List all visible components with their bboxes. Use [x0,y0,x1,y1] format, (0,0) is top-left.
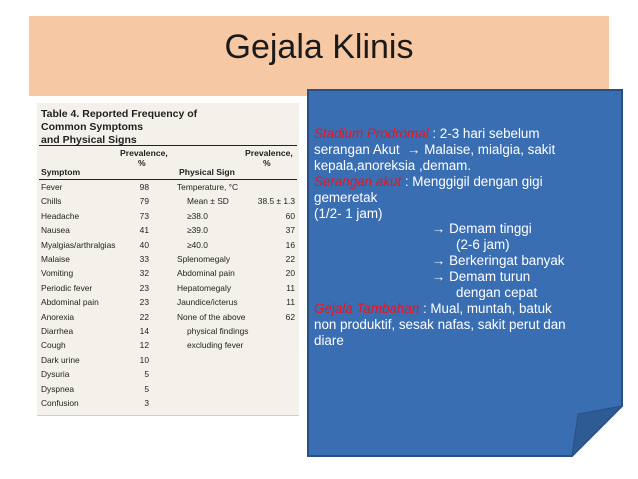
symptom-prevalence: 22 [139,311,149,322]
sign-name: Abdominal pain [177,268,235,279]
symptom-prevalence: 23 [139,297,149,308]
sign-prevalence: 38.5 ± 1.3 [257,196,295,207]
symptom-name: Periodic fever [41,282,93,293]
symptom-name: Vomiting [41,268,74,279]
tambahan-text-1: : Mual, muntah, batuk [422,300,552,316]
dengan-cepat-text: dengan cepat [456,285,538,301]
symptom-prevalence: 5 [144,383,149,394]
symptom-prevalence: 79 [139,196,149,207]
symptom-name: Abdominal pain [41,297,99,308]
symptom-name: Myalgias/arthralgias [41,239,116,250]
berkeringat-text: Berkeringat banyak [449,253,565,269]
akut-text-2: gemeretak [314,189,378,205]
header-prevalence-2: Prevalence, [245,148,293,158]
header-pct-2: % [263,158,271,168]
sign-name: ≥39.0 [187,225,208,236]
prodromal-text-3: Malaise, mialgia, sakit [424,141,556,157]
symptom-prevalence: 23 [139,282,149,293]
prodromal-text-1: : 2-3 hari sebelum [432,126,540,141]
prodromal-text-2: serangan Akut [314,141,400,157]
line-akut-1 [314,174,620,190]
prodromal-label: Stadium Prodromal [314,126,429,141]
line-tambahan-1 [314,301,620,317]
akut-label: Serangan akut [314,173,402,189]
symptoms-table-image [37,103,299,416]
symptom-prevalence: 73 [139,210,149,221]
arrow-right-icon: → [432,253,446,269]
header-physical-sign: Physical Sign [179,167,235,177]
tambahan-text-2: non produktif, sesak nafas, sakit perut dan [314,316,566,332]
symptom-name: Dark urine [41,354,80,365]
symptom-prevalence: 98 [139,182,149,192]
line-prodromal-2 [314,142,620,158]
symptom-prevalence: 40 [139,239,149,250]
line-berkeringat [314,253,620,269]
sign-name: physical findings [187,326,249,336]
symptom-prevalence: 32 [139,268,149,279]
symptom-prevalence: 12 [139,340,149,351]
sign-name: Splenomegaly [177,254,231,264]
sign-name: ≥38.0 [187,210,208,221]
sign-name: None of the above [177,311,246,322]
table-caption [41,108,241,147]
demam-turun-text: Demam turun [449,269,531,285]
sign-name: excluding fever [187,340,244,351]
symptom-name: Headache [41,210,80,221]
sign-name: ≥40.0 [187,239,208,250]
sign-name: Jaundice/icterus [177,297,238,308]
header-symptom: Symptom [41,167,81,177]
sign-prevalence: 22 [285,254,295,264]
symptom-prevalence: 41 [139,225,149,236]
tambahan-text-3: diare [314,332,344,348]
table-header-rule [39,179,297,180]
sign-name: Temperature, °C [177,182,239,192]
symptom-prevalence: 3 [144,398,149,408]
slide-title: Gejala Klinis [224,28,414,66]
symptom-name: Anorexia [41,311,75,322]
table-top-rule [39,145,297,146]
header-pct-1: % [138,158,146,168]
symptom-name: Nausea [41,225,70,236]
demam-tinggi-text: Demam tinggi [449,221,532,237]
callout-text [314,126,620,349]
arrow-right-icon: → [407,141,421,157]
symptom-name: Diarrhea [41,326,74,336]
sign-prevalence: 11 [286,282,295,293]
symptom-name: Cough [41,340,66,351]
header-prevalence-1: Prevalence, [120,148,168,158]
caption-line-2: and Physical Signs [41,134,137,146]
sign-prevalence: 20 [285,268,295,279]
sign-prevalence: 11 [286,297,295,308]
line-prodromal-1 [314,126,620,142]
symptom-name: Confusion [41,398,79,408]
sign-name: Hepatomegaly [177,282,232,293]
arrow-right-icon: → [432,269,446,285]
line-demam-tinggi [314,221,620,237]
symptom-name: Dyspnea [41,383,75,394]
symptom-prevalence: 10 [139,354,149,365]
sign-name: Mean ± SD [187,196,229,207]
akut-text-1: : Menggigil dengan gigi [404,173,543,189]
akut-text-3: (1/2- 1 jam) [314,205,383,221]
sign-prevalence: 60 [285,210,295,221]
demam-tinggi-duration: (2-6 jam) [456,237,510,253]
sign-prevalence: 62 [285,311,295,322]
symptom-prevalence: 33 [139,254,149,264]
symptom-name: Malaise [41,254,70,264]
sign-prevalence: 37 [285,225,295,236]
prodromal-text-4: kepala,anoreksia ,demam. [314,157,472,173]
symptom-prevalence: 14 [139,326,149,336]
sign-prevalence: 16 [285,239,295,250]
arrow-right-icon: → [432,221,446,237]
symptom-name: Chills [41,196,62,207]
tambahan-label: Gejala Tambahan [314,300,420,316]
callout-box [306,88,626,458]
line-demam-turun [314,269,620,285]
symptom-name: Fever [41,182,63,192]
symptom-name: Dysuria [41,369,70,380]
symptom-prevalence: 5 [144,369,149,380]
caption-line-1: Table 4. Reported Frequency of Common Symptoms [41,108,198,133]
